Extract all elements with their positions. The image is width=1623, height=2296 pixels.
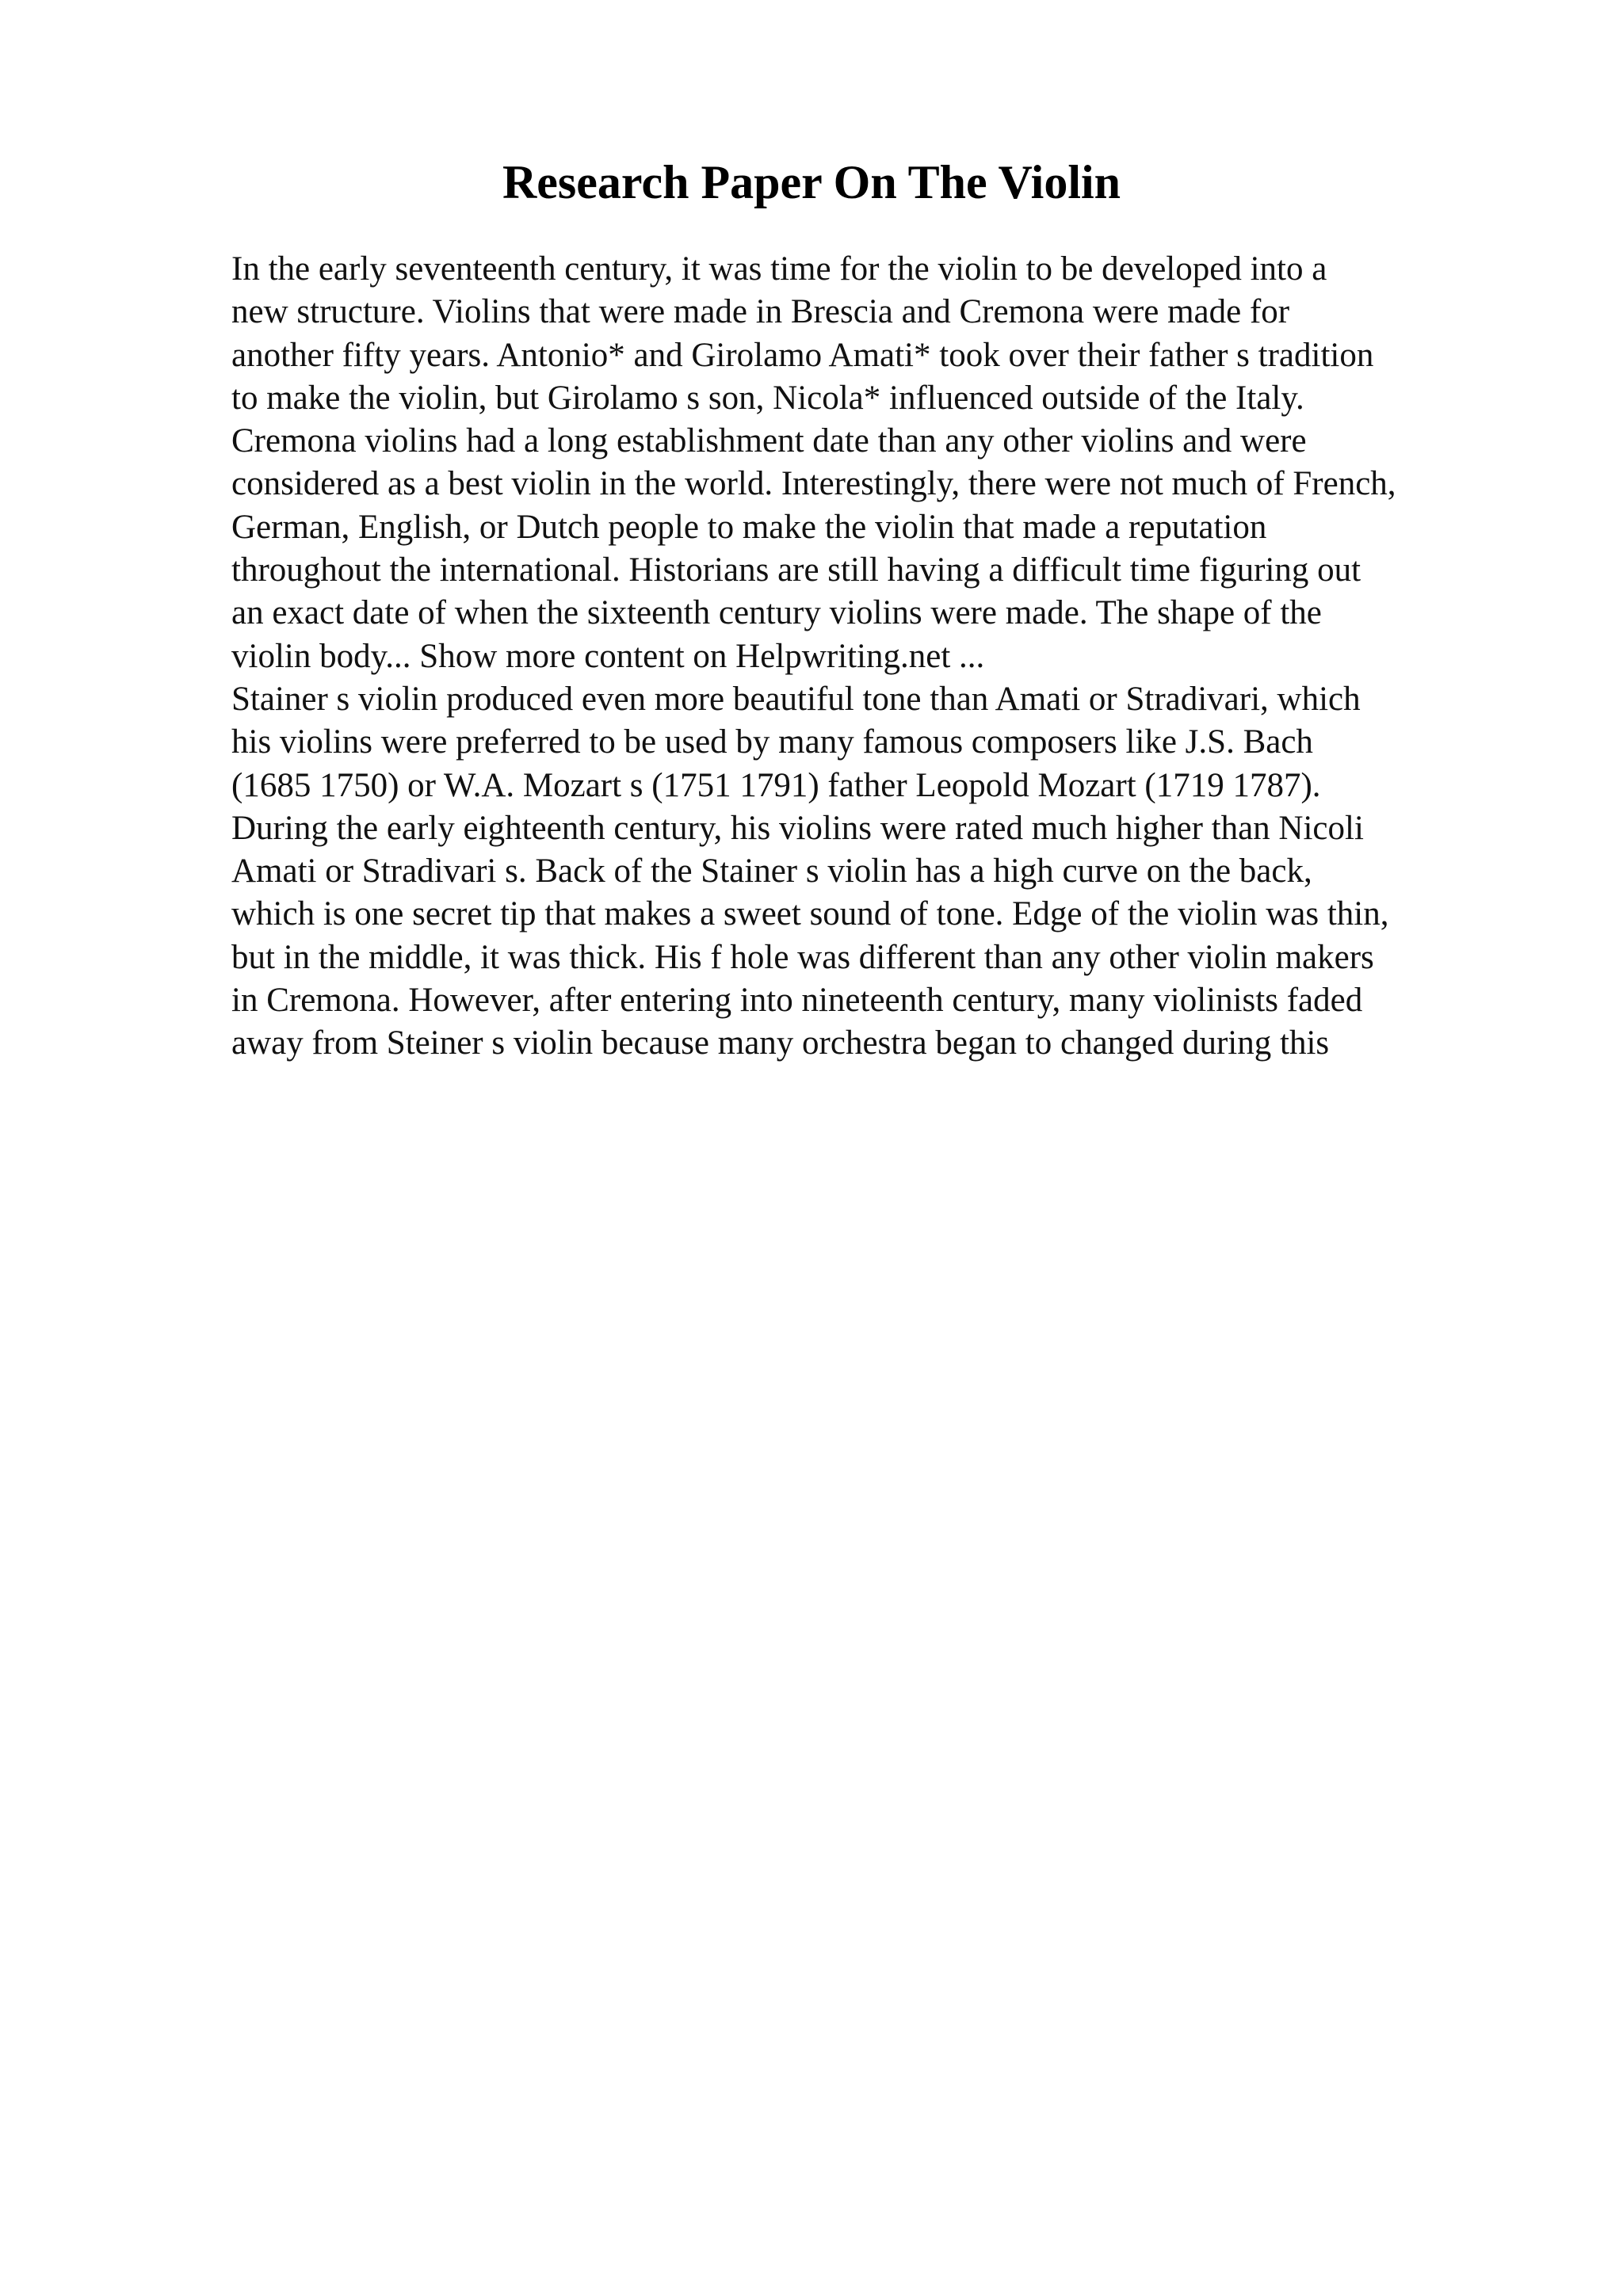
body-line: which is one secret tip that makes a sweet sound of tone. Edge of the violin was thin, bbox=[231, 895, 1389, 933]
body-line: considered as a best violin in the world. Interestingly, there were not much of French, bbox=[231, 465, 1396, 503]
body-line: During the early eighteenth century, his violins were rated much higher than Nicoli bbox=[231, 809, 1364, 847]
body-line: but in the middle, it was thick. His f hole was different than any other violin makers bbox=[231, 938, 1374, 976]
body-line: throughout the international. Historians are still having a difficult time figuring out bbox=[231, 551, 1361, 589]
body-line: his violins were preferred to be used by many famous composers like J.S. Bach bbox=[231, 723, 1313, 761]
body-line: Stainer s violin produced even more beautiful tone than Amati or Stradivari, which bbox=[231, 680, 1361, 718]
body-line: In the early seventeenth century, it was time for the violin to be developed into a bbox=[231, 250, 1327, 288]
body-line: violin body... Show more content on Helpwriting.net ... bbox=[231, 637, 985, 675]
body-line: to make the violin, but Girolamo s son, Nicola* influenced outside of the Italy. bbox=[231, 379, 1304, 417]
body-line: Cremona violins had a long establishment date than any other violins and were bbox=[231, 422, 1307, 460]
body-line: in Cremona. However, after entering into nineteenth century, many violinists faded bbox=[231, 982, 1363, 1020]
body-line: (1685 1750) or W.A. Mozart s (1751 1791) father Leopold Mozart (1719 1787). bbox=[231, 766, 1321, 804]
body-line: new structure. Violins that were made in Brescia and Cremona were made for bbox=[231, 293, 1290, 331]
body-line: Amati or Stradivari s. Back of the Stainer s violin has a high curve on the back, bbox=[231, 852, 1312, 891]
body-line: away from Steiner s violin because many orchestra began to changed during this bbox=[231, 1024, 1330, 1062]
document-body bbox=[231, 248, 1499, 1066]
body-line: another fifty years. Antonio* and Girolamo Amati* took over their father s tradition bbox=[231, 336, 1374, 374]
document-title: Research Paper On The Violin bbox=[502, 156, 1121, 208]
body-line: German, English, or Dutch people to make the violin that made a reputation bbox=[231, 508, 1267, 546]
body-line: an exact date of when the sixteenth century violins were made. The shape of the bbox=[231, 594, 1322, 632]
